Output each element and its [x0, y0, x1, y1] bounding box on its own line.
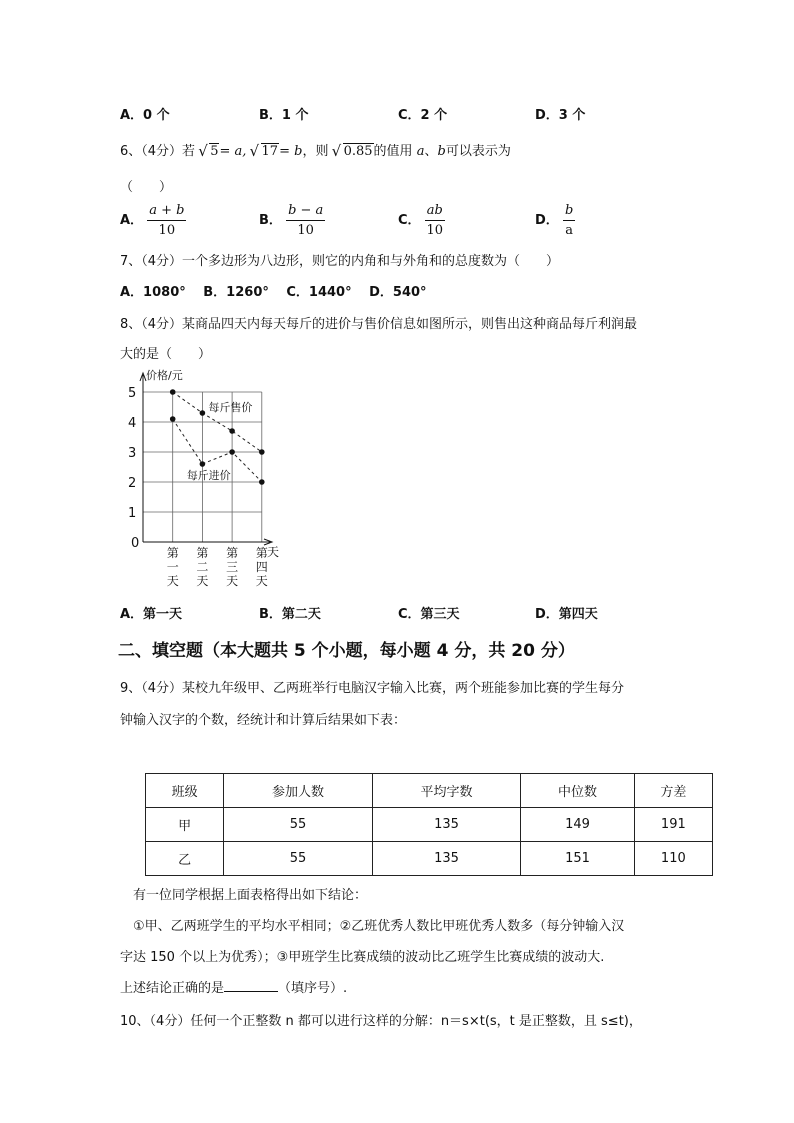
- data-point: [259, 479, 265, 485]
- table-cell: 55: [224, 808, 372, 842]
- table-header-row: [146, 774, 713, 808]
- x-tick-label: 天: [226, 574, 239, 588]
- q5-option-b: B．1 个: [259, 108, 309, 123]
- y-axis-label: 价格/元: [146, 369, 183, 382]
- q6-option-d: D． $\frac{b}{a}$: [535, 203, 574, 238]
- x-tick-label: 天: [196, 574, 209, 588]
- q8-stem-line2: 大的是（ ）: [120, 347, 212, 362]
- x-tick-label: 四: [255, 560, 268, 574]
- x-tick-label: 三: [226, 560, 239, 574]
- table-header: 参加人数: [224, 774, 372, 808]
- table-header: 平均字数: [372, 774, 520, 808]
- series-label: 每斤售价: [208, 401, 253, 414]
- q6-option-b: B． $\frac{b - a}{10}$: [259, 203, 324, 238]
- answer-blank[interactable]: [224, 978, 278, 992]
- data-point: [200, 461, 206, 467]
- section-title: 二、填空题（本大题共 5 个小题，每小题 4 分，共 20 分）: [118, 641, 575, 661]
- y-tick-label: 2: [128, 476, 137, 491]
- q6-stem: 6、（4分）若 √ 5= a, √ 17= b，则 √ 0.85的值用 a、b可以表示为: [120, 140, 511, 159]
- table-header: 方差: [634, 774, 712, 808]
- table-row: [146, 808, 713, 842]
- data-point: [170, 389, 176, 395]
- y-tick-label: 4: [128, 416, 137, 431]
- table-header: 班级: [146, 774, 224, 808]
- x-tick-label: 第: [255, 546, 268, 560]
- q5-option-d: D．3 个: [535, 108, 586, 123]
- q9-conclusion-intro: 有一位同学根据上面表格得出如下结论：: [133, 888, 368, 903]
- table-cell: 55: [224, 842, 372, 876]
- q9-stem-line2: 钟输入汉字的个数，经统计和计算后结果如下表：: [120, 713, 407, 728]
- price-chart: [115, 365, 295, 595]
- q5-option-a: A．0 个: [120, 108, 170, 123]
- q5-option-c: C．2 个: [398, 108, 448, 123]
- x-tick-label: 第: [226, 546, 239, 560]
- x-tick-label: 天: [166, 574, 179, 588]
- table-cell: 110: [634, 842, 712, 876]
- q6-paren: （ ）: [120, 180, 173, 195]
- table-cell: 135: [372, 808, 520, 842]
- data-point: [259, 449, 265, 455]
- table-cell: 191: [634, 808, 712, 842]
- x-tick-label: 一: [166, 560, 179, 574]
- data-point: [229, 449, 235, 455]
- y-tick-label: 3: [128, 446, 137, 461]
- q6-option-c: C． $\frac{ab}{10}$: [398, 203, 443, 238]
- q8-option-c: C．第三天: [398, 607, 460, 622]
- table-cell: 151: [521, 842, 634, 876]
- data-point: [229, 428, 235, 434]
- y-tick-label: 1: [128, 506, 137, 521]
- data-point: [170, 416, 176, 422]
- q8-option-b: B．第二天: [259, 607, 321, 622]
- table-cell: 135: [372, 842, 520, 876]
- q6-option-a: A． $\frac{a + b}{10}$: [120, 203, 185, 238]
- q8-option-d: D．第四天: [535, 607, 598, 622]
- q8-option-a: A．第一天: [120, 607, 183, 622]
- x-axis-label: 天: [267, 545, 280, 559]
- table-row: [146, 842, 713, 876]
- x-tick-label: 第: [166, 546, 179, 560]
- data-point: [200, 410, 206, 416]
- q9-conclusion-line2: 字达 150 个以上为优秀）；③甲班学生比赛成绩的波动比乙班学生比赛成绩的波动大.: [120, 950, 605, 965]
- x-tick-label: 天: [255, 574, 268, 588]
- table-cell: 甲: [146, 808, 224, 842]
- q7-stem: 7、（4分）一个多边形为八边形，则它的内角和与外角和的总度数为（ ）: [120, 254, 560, 269]
- x-tick-label: 二: [196, 560, 209, 574]
- q9-answer-line: 上述结论正确的是 （填序号）.: [120, 977, 347, 996]
- results-table: [145, 773, 713, 876]
- y-tick-label: 5: [128, 386, 137, 401]
- q9-stem-line1: 9、（4分）某校九年级甲、乙两班举行电脑汉字输入比赛，两个班能参加比赛的学生每分: [120, 681, 625, 696]
- series-label: 每斤进价: [186, 469, 231, 482]
- q7-options: A．1080° B．1260° C．1440° D．540°: [120, 285, 427, 300]
- table-cell: 乙: [146, 842, 224, 876]
- q9-conclusion-line1: ①甲、乙两班学生的平均水平相同；②乙班优秀人数比甲班优秀人数多（每分钟输入汉: [133, 919, 625, 934]
- q8-stem-line1: 8、（4分）某商品四天内每天每斤的进价与售价信息如图所示，则售出这种商品每斤利润最: [120, 317, 638, 332]
- q10-stem: 10、（4分）任何一个正整数 n 都可以进行这样的分解：n＝s×t(s，t 是正整数，且 s≤t)，: [120, 1014, 642, 1029]
- table-cell: 149: [521, 808, 634, 842]
- x-tick-label: 第: [196, 546, 209, 560]
- y-tick-label: 0: [131, 536, 140, 551]
- table-header: 中位数: [521, 774, 634, 808]
